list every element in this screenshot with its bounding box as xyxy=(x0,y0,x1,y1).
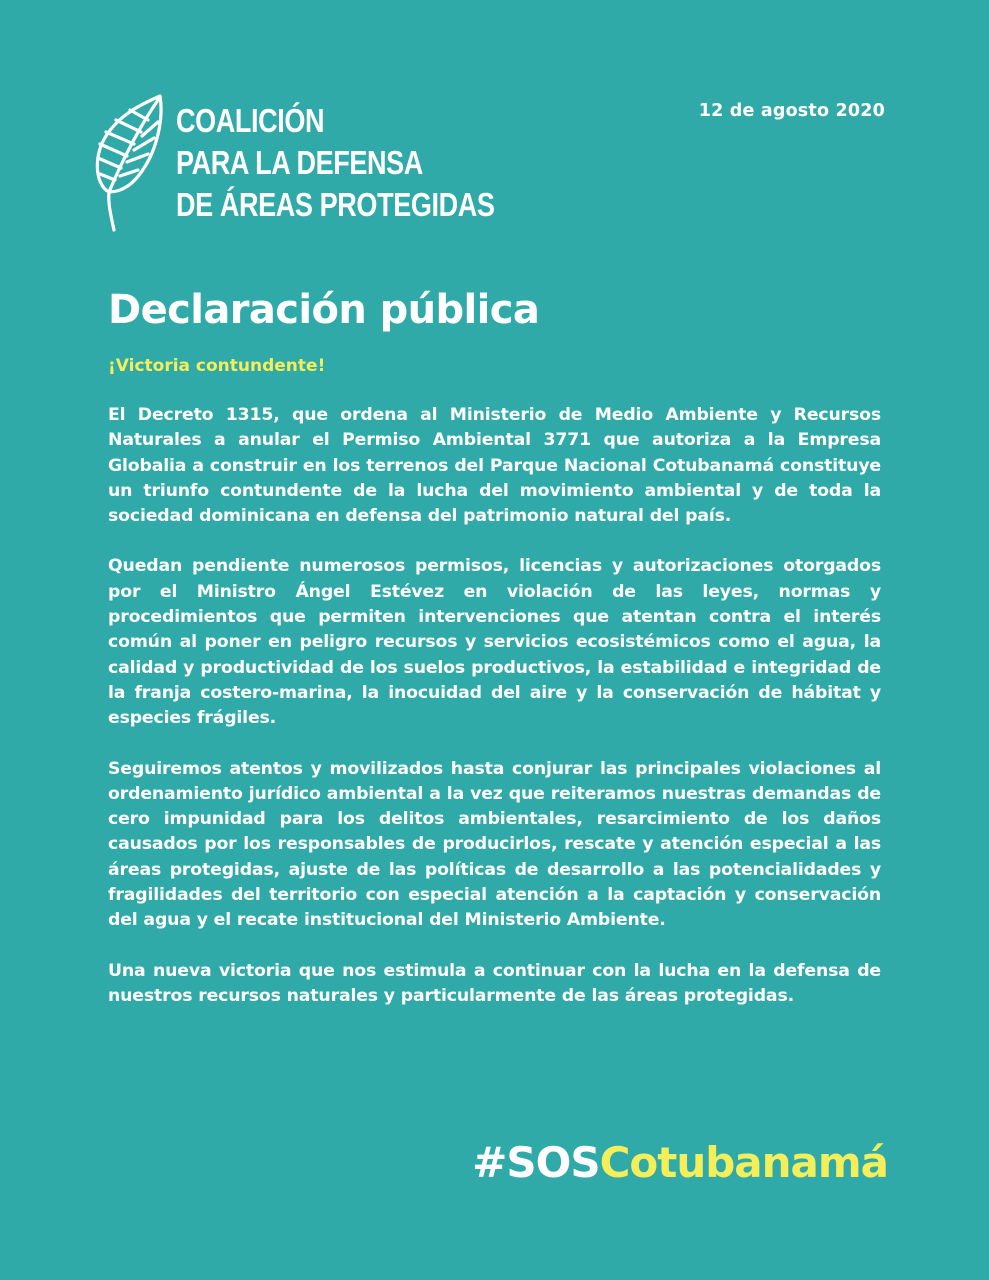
date-label: 12 de agosto 2020 xyxy=(698,101,885,121)
hashtag-accent: Cotubanamá xyxy=(599,1138,888,1187)
org-name xyxy=(176,100,494,226)
org-name-line-2: PARA LA DEFENSA xyxy=(176,144,423,181)
document-title: Declaración pública xyxy=(108,287,540,333)
hashtag xyxy=(472,1138,888,1187)
paragraph-3: Seguiremos atentos y movilizados hasta conjurar las principales violaciones al ordenamiento jurídico ambiental a la vez que reiteramos nuestras demandas de cero impunidad para los delitos ambientales, resarcimiento de los daños causados por los responsables de producirlos, rescate y atención especial a las áreas protegidas, ajuste de las políticas de desarrollo a las potencialidades y fragilidades del territorio con especial atención a la captación y conservación del agua y el recate institucional del Ministerio Ambiente. xyxy=(108,758,881,931)
paragraph-2: Quedan pendiente numerosos permisos, licencias y autorizaciones otorgados por el Ministro Ángel Estévez en violación de las leyes, normas y procedimientos que permiten intervenciones que atentan contra el interés común al poner en peligro recursos y servicios ecosistémicos como el agua, la calidad y productividad de los suelos productivos, la estabilidad e integridad de la franja costero-marina, la inocuidad del aire y la conservación de hábitat y especies frágiles. xyxy=(108,556,881,729)
paragraph-1: El Decreto 1315, que ordena al Ministerio de Medio Ambiente y Recursos Naturales a anular el Permiso Ambiental 3771 que autoriza a la Empresa Globalia a construir en los terrenos del Parque Nacional Cotubanamá constituye un triunfo contundente de la lucha del movimiento ambiental y de toda la sociedad dominicana en defensa del patrimonio natural del país. xyxy=(108,405,881,527)
document-body xyxy=(108,403,881,1034)
paragraph-4: Una nueva victoria que nos estimula a continuar con la lucha en la defensa de nuestros recursos naturales y particularmente de las áreas protegidas. xyxy=(108,960,881,1006)
leaf-icon xyxy=(92,92,166,232)
hashtag-prefix: #SOS xyxy=(472,1138,600,1187)
org-name-line-1: COALICIÓN xyxy=(176,102,325,139)
document-subtitle: ¡Victoria contundente! xyxy=(108,356,326,376)
org-name-line-3: DE ÁREAS PROTEGIDAS xyxy=(176,186,495,223)
